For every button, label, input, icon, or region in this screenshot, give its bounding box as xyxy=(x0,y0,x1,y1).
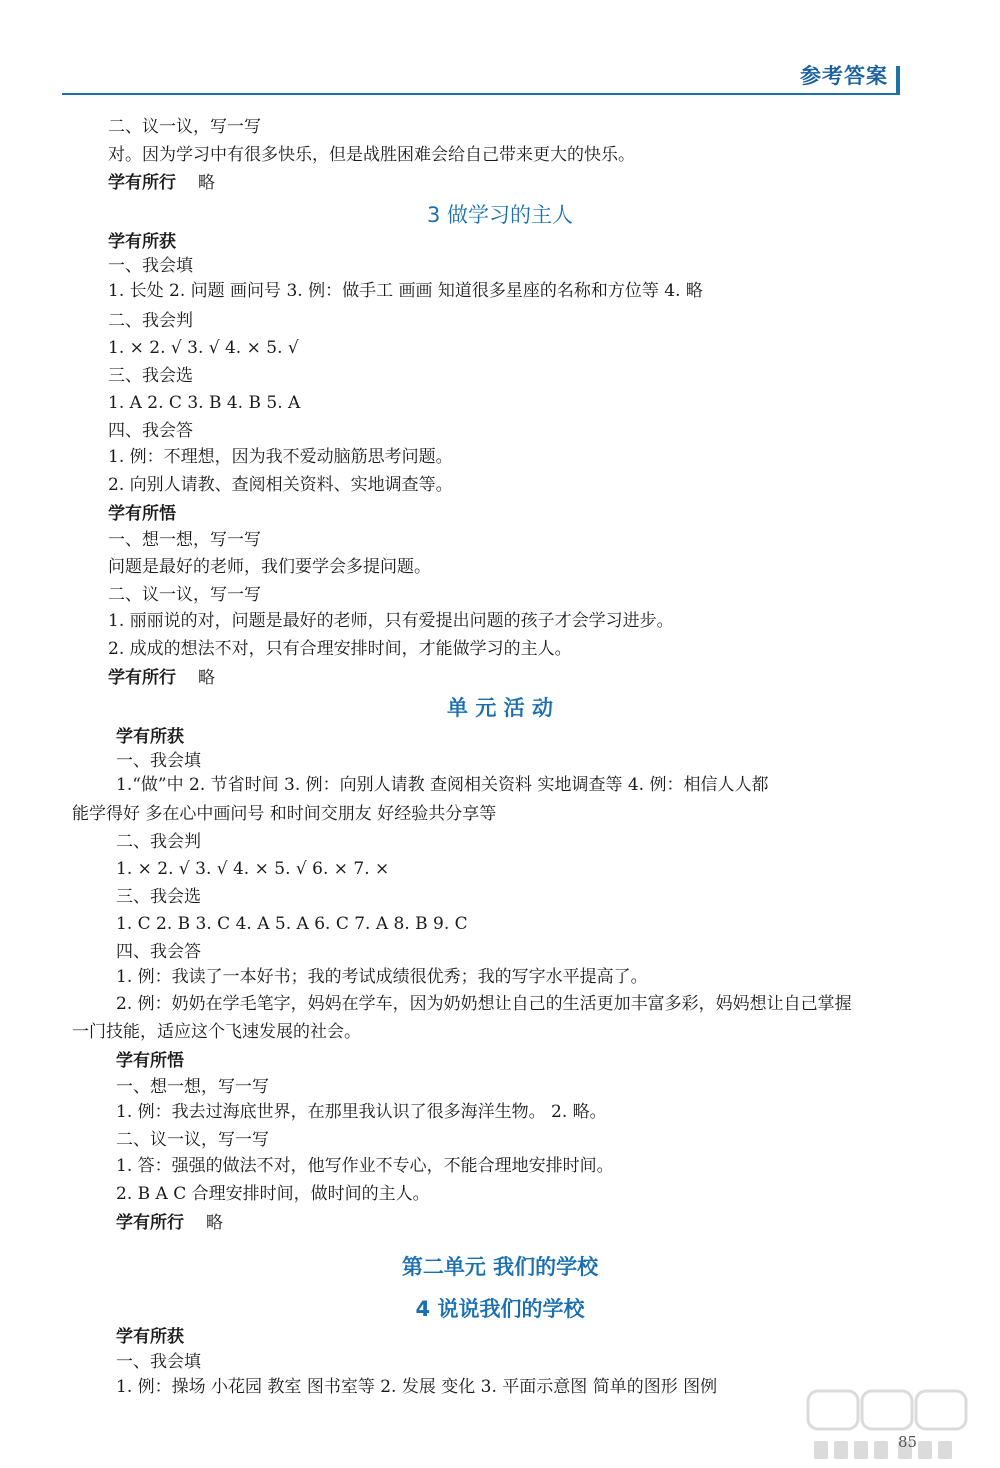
section-heading: 二、我会判 xyxy=(116,832,201,852)
section-heading: 二、我会判 xyxy=(108,311,193,331)
practice-answer: 略 xyxy=(206,1213,223,1233)
answer-text: 1. C 2. B 3. C 4. A 5. A 6. C 7. A 8. B 9. C xyxy=(116,914,468,934)
answer-text: 1. × 2. √ 3. √ 4. × 5. √ 6. × 7. × xyxy=(116,859,390,879)
answer-text-continued: 能学得好 多在心中画问号 和时间交朋友 好经验共分享等 xyxy=(72,804,497,824)
section-heading: 四、我会答 xyxy=(108,421,193,441)
answer-text: 1. 例：我去过海底世界，在那里我认识了很多海洋生物。 2. 略。 xyxy=(116,1102,607,1122)
answer-text: 对。因为学习中有很多快乐，但是战胜困难会给自己带来更大的快乐。 xyxy=(108,145,635,165)
answer-text: 1. A 2. C 3. B 4. B 5. A xyxy=(108,393,301,413)
practice-line xyxy=(108,668,215,688)
section-heading: 二、议一议，写一写 xyxy=(108,117,261,137)
lesson-title: 3 做学习的主人 xyxy=(426,203,574,227)
practice-label: 学有所行 xyxy=(108,173,176,193)
answer-text: 1.“做”中 2. 节省时间 3. 例：向别人请教 查阅相关资料 实地调查等 4. 例：相信人人都 xyxy=(116,775,769,795)
practice-label: 学有所行 xyxy=(116,1213,184,1233)
lesson-title: 4 说说我们的学校 xyxy=(415,1297,585,1321)
answer-text-continued: 一门技能，适应这个飞速发展的社会。 xyxy=(72,1022,361,1042)
answer-text: 1. 例：不理想，因为我不爱动脑筋思考问题。 xyxy=(108,447,453,467)
watermark-logo xyxy=(800,1385,980,1465)
answer-text: 2. B A C 合理安排时间，做时间的主人。 xyxy=(116,1184,430,1204)
subsection-heading: 学有所悟 xyxy=(108,504,176,524)
section-heading: 一、我会填 xyxy=(108,256,193,276)
answer-text: 问题是最好的老师，我们要学会多提问题。 xyxy=(108,557,431,577)
answer-text: 1. 长处 2. 问题 画问号 3. 例：做手工 画画 知道很多星座的名称和方位等 4. 略 xyxy=(108,281,703,301)
answer-text: 1. 丽丽说的对，问题是最好的老师，只有爱提出问题的孩子才会学习进步。 xyxy=(108,611,674,631)
section-heading: 四、我会答 xyxy=(116,942,201,962)
subsection-heading: 学有所悟 xyxy=(116,1051,184,1071)
answer-text: 1. 例：我读了一本好书；我的考试成绩很优秀；我的写字水平提高了。 xyxy=(116,967,648,987)
unit-activity-title: 单 元 活 动 xyxy=(447,696,553,720)
practice-label: 学有所行 xyxy=(108,668,176,688)
header-rule xyxy=(62,93,900,95)
section-heading: 一、想一想，写一写 xyxy=(116,1077,269,1097)
practice-line xyxy=(116,1213,223,1233)
unit-title: 第二单元 我们的学校 xyxy=(401,1255,599,1279)
header-rule-cap xyxy=(896,66,900,95)
section-heading: 三、我会选 xyxy=(108,366,193,386)
section-heading: 一、想一想，写一写 xyxy=(108,530,261,550)
subsection-heading: 学有所获 xyxy=(116,1327,184,1347)
section-heading: 一、我会填 xyxy=(116,1352,201,1372)
practice-answer: 略 xyxy=(198,668,215,688)
header-label: 参考答案 xyxy=(800,64,888,88)
page-number: 85 xyxy=(898,1433,918,1451)
answer-text: 2. 向别人请教、查阅相关资料、实地调查等。 xyxy=(108,475,453,495)
subsection-heading: 学有所获 xyxy=(108,232,176,252)
practice-line xyxy=(108,173,215,193)
answer-text: 1. 例：操场 小花园 教室 图书室等 2. 发展 变化 3. 平面示意图 简单的图形 图例 xyxy=(116,1377,718,1397)
subsection-heading: 学有所获 xyxy=(116,727,184,747)
answer-text: 2. 成成的想法不对，只有合理安排时间，才能做学习的主人。 xyxy=(108,639,572,659)
practice-answer: 略 xyxy=(198,173,215,193)
section-heading: 二、议一议，写一写 xyxy=(108,585,261,605)
answer-text: 1. 答：强强的做法不对，他写作业不专心，不能合理地安排时间。 xyxy=(116,1156,614,1176)
section-heading: 一、我会填 xyxy=(116,751,201,771)
section-heading: 二、议一议，写一写 xyxy=(116,1130,269,1150)
section-heading: 三、我会选 xyxy=(116,887,201,907)
answer-text: 1. × 2. √ 3. √ 4. × 5. √ xyxy=(108,338,299,358)
answer-text: 2. 例：奶奶在学毛笔字，妈妈在学车，因为奶奶想让自己的生活更加丰富多彩，妈妈想让自己掌握 xyxy=(116,994,852,1014)
